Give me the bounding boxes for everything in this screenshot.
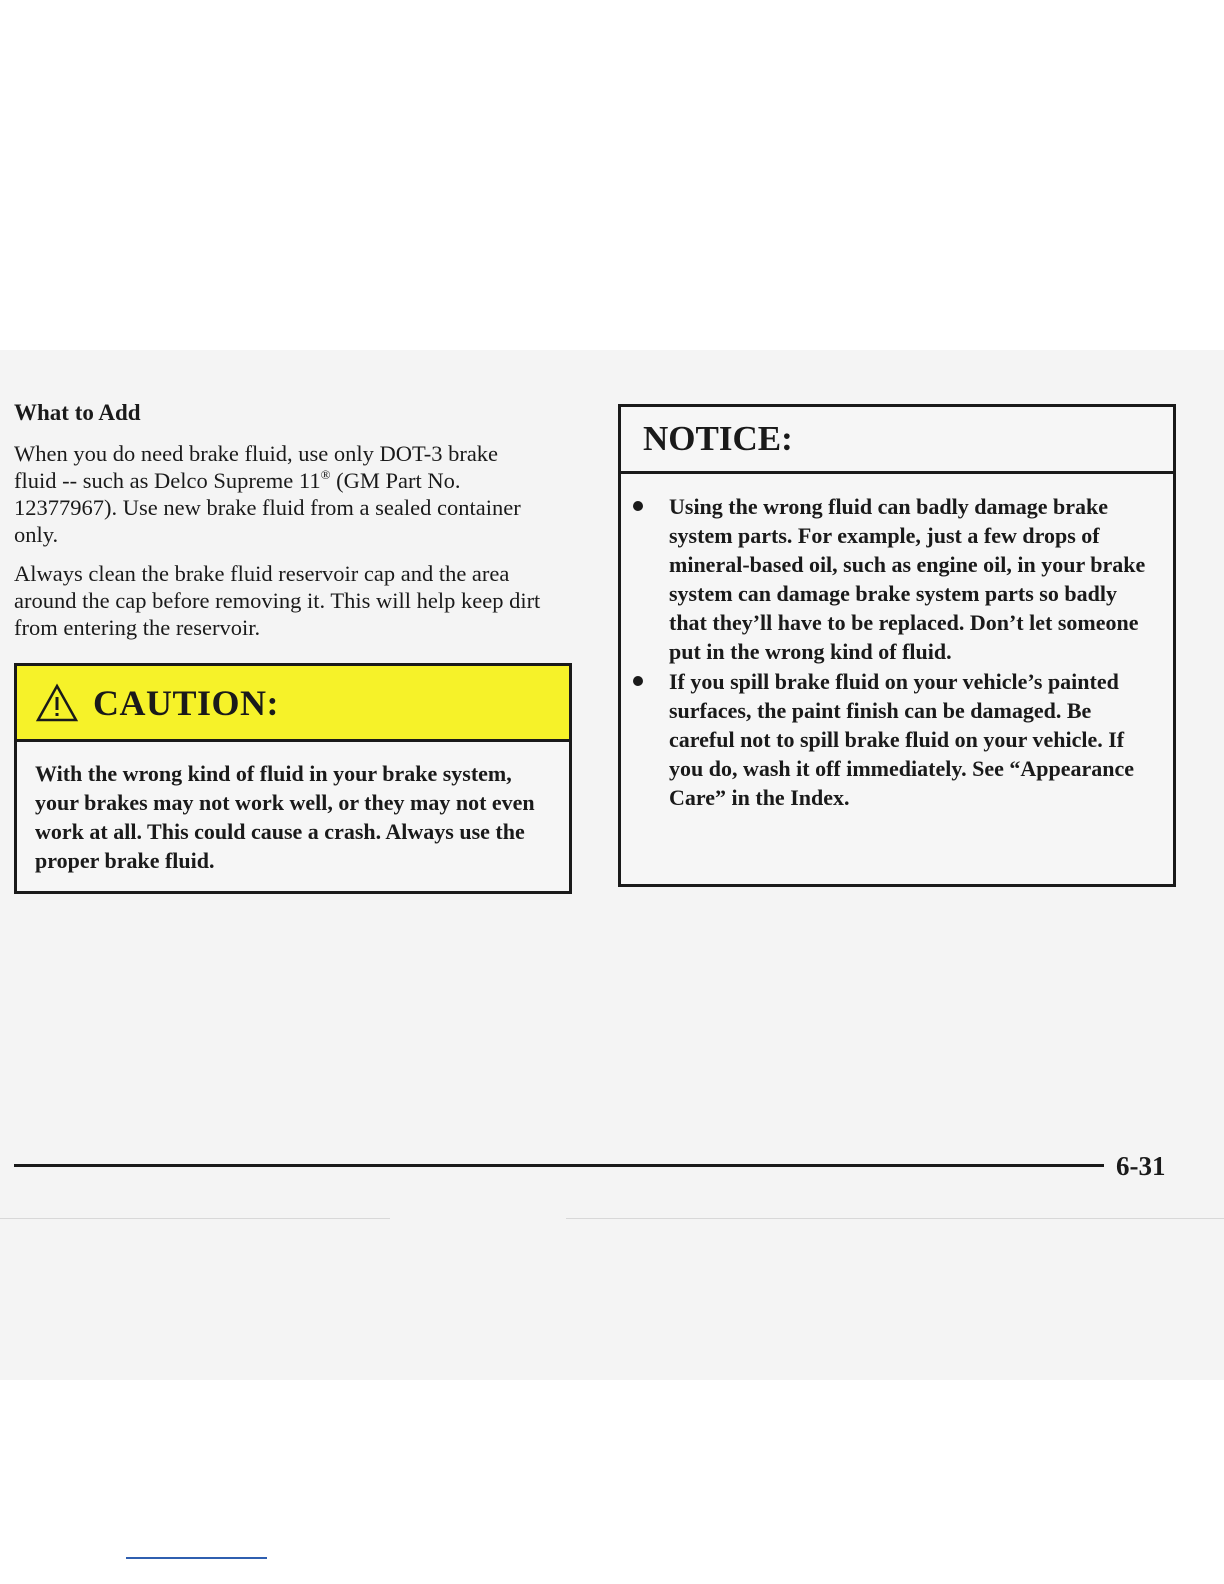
notice-header [621,407,1173,474]
scan-divider [0,1218,390,1219]
notice-list [621,474,1173,812]
notice-item-text: Using the wrong fluid can badly damage brake system parts. For example, just a few drops of mineral-based oil, such as engine oil, in your brake system can damage brake system parts so badly that they’ll have to be replaced. Don’t let someone put in the wrong kind of fluid. [669,494,1146,664]
list-item [621,667,1153,812]
bullet-icon [633,676,643,686]
paragraph-text-start: When you do need brake fluid, use only DOT-3 brake fluid -- such as Delco Supreme 11 [14,441,499,493]
paragraph-text-end: (GM Part No. 12377967). Use new brake fluid from a sealed container only. [14,468,521,547]
notice-item-text: If you spill brake fluid on your vehicle’s painted surfaces, the paint finish can be damaged. Be careful not to spill brake fluid on your vehicle. If you do, wash it off immediately. See “Appearance Care” in the Index. [669,669,1135,810]
notice-box [618,404,1176,887]
brake-fluid-paragraph [14,440,534,548]
warning-triangle-icon [35,683,79,723]
footer-rule [14,1164,1104,1167]
caution-header [17,666,569,742]
caution-body: With the wrong kind of fluid in your brake system, your brakes may not work well, or they may not even work at all. This could cause a crash. Always use the proper brake fluid. [35,761,535,873]
blue-rule [126,1557,267,1559]
registered-mark: ® [320,467,331,482]
scan-divider [566,1218,1224,1219]
caution-title: CAUTION: [93,682,280,723]
caution-box [14,663,572,894]
page-number: 6-31 [1116,1151,1166,1181]
list-item [621,492,1153,666]
section-heading: What to Add [14,400,141,425]
reservoir-cleaning-paragraph: Always clean the brake fluid reservoir cap and the area around the cap before removing it. This will help keep dirt from entering the reservoir. [14,561,541,640]
bullet-icon [633,501,643,511]
notice-title: NOTICE: [643,419,793,458]
